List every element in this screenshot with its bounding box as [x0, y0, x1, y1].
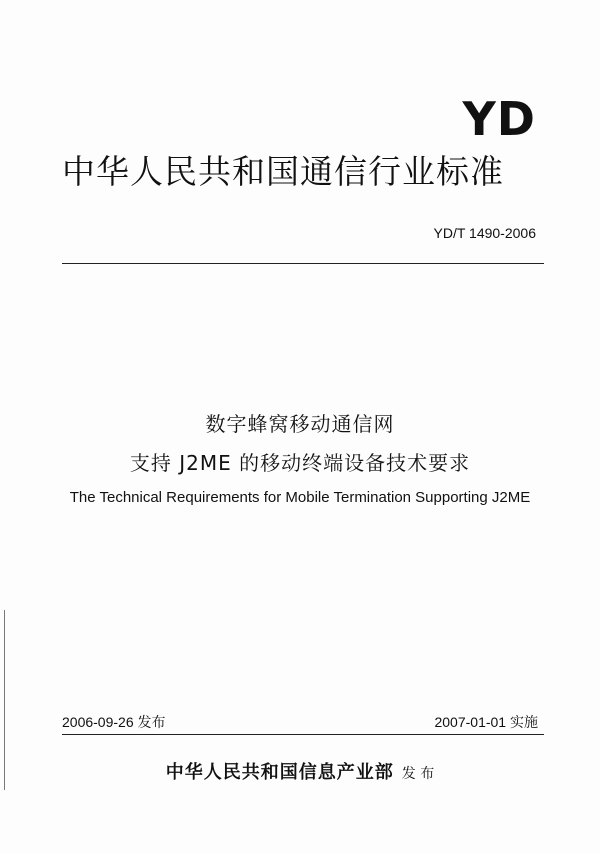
document-title-line-1: 数字蜂窝移动通信网	[205, 412, 395, 436]
yd-logo: YD	[462, 92, 536, 146]
document-title-line-2: 支持 J2ME 的移动终端设备技术要求	[129, 451, 471, 475]
document-title-english: The Technical Requirements for Mobile Termination Supporting J2ME	[69, 489, 531, 506]
publisher-name: 中华人民共和国信息产业部	[165, 762, 394, 783]
standard-number: YD/T 1490-2006	[433, 225, 536, 241]
top-divider	[62, 263, 544, 264]
scan-edge-mark	[4, 610, 5, 790]
publisher-suffix: 发 布	[401, 766, 435, 782]
issue-date: 2006-09-26 发布	[62, 714, 166, 730]
bottom-divider	[62, 734, 544, 735]
publisher-line	[0, 764, 600, 782]
implementation-date: 2007-01-01 实施	[434, 714, 538, 730]
standard-category-title: 中华人民共和国通信行业标准	[62, 152, 504, 191]
